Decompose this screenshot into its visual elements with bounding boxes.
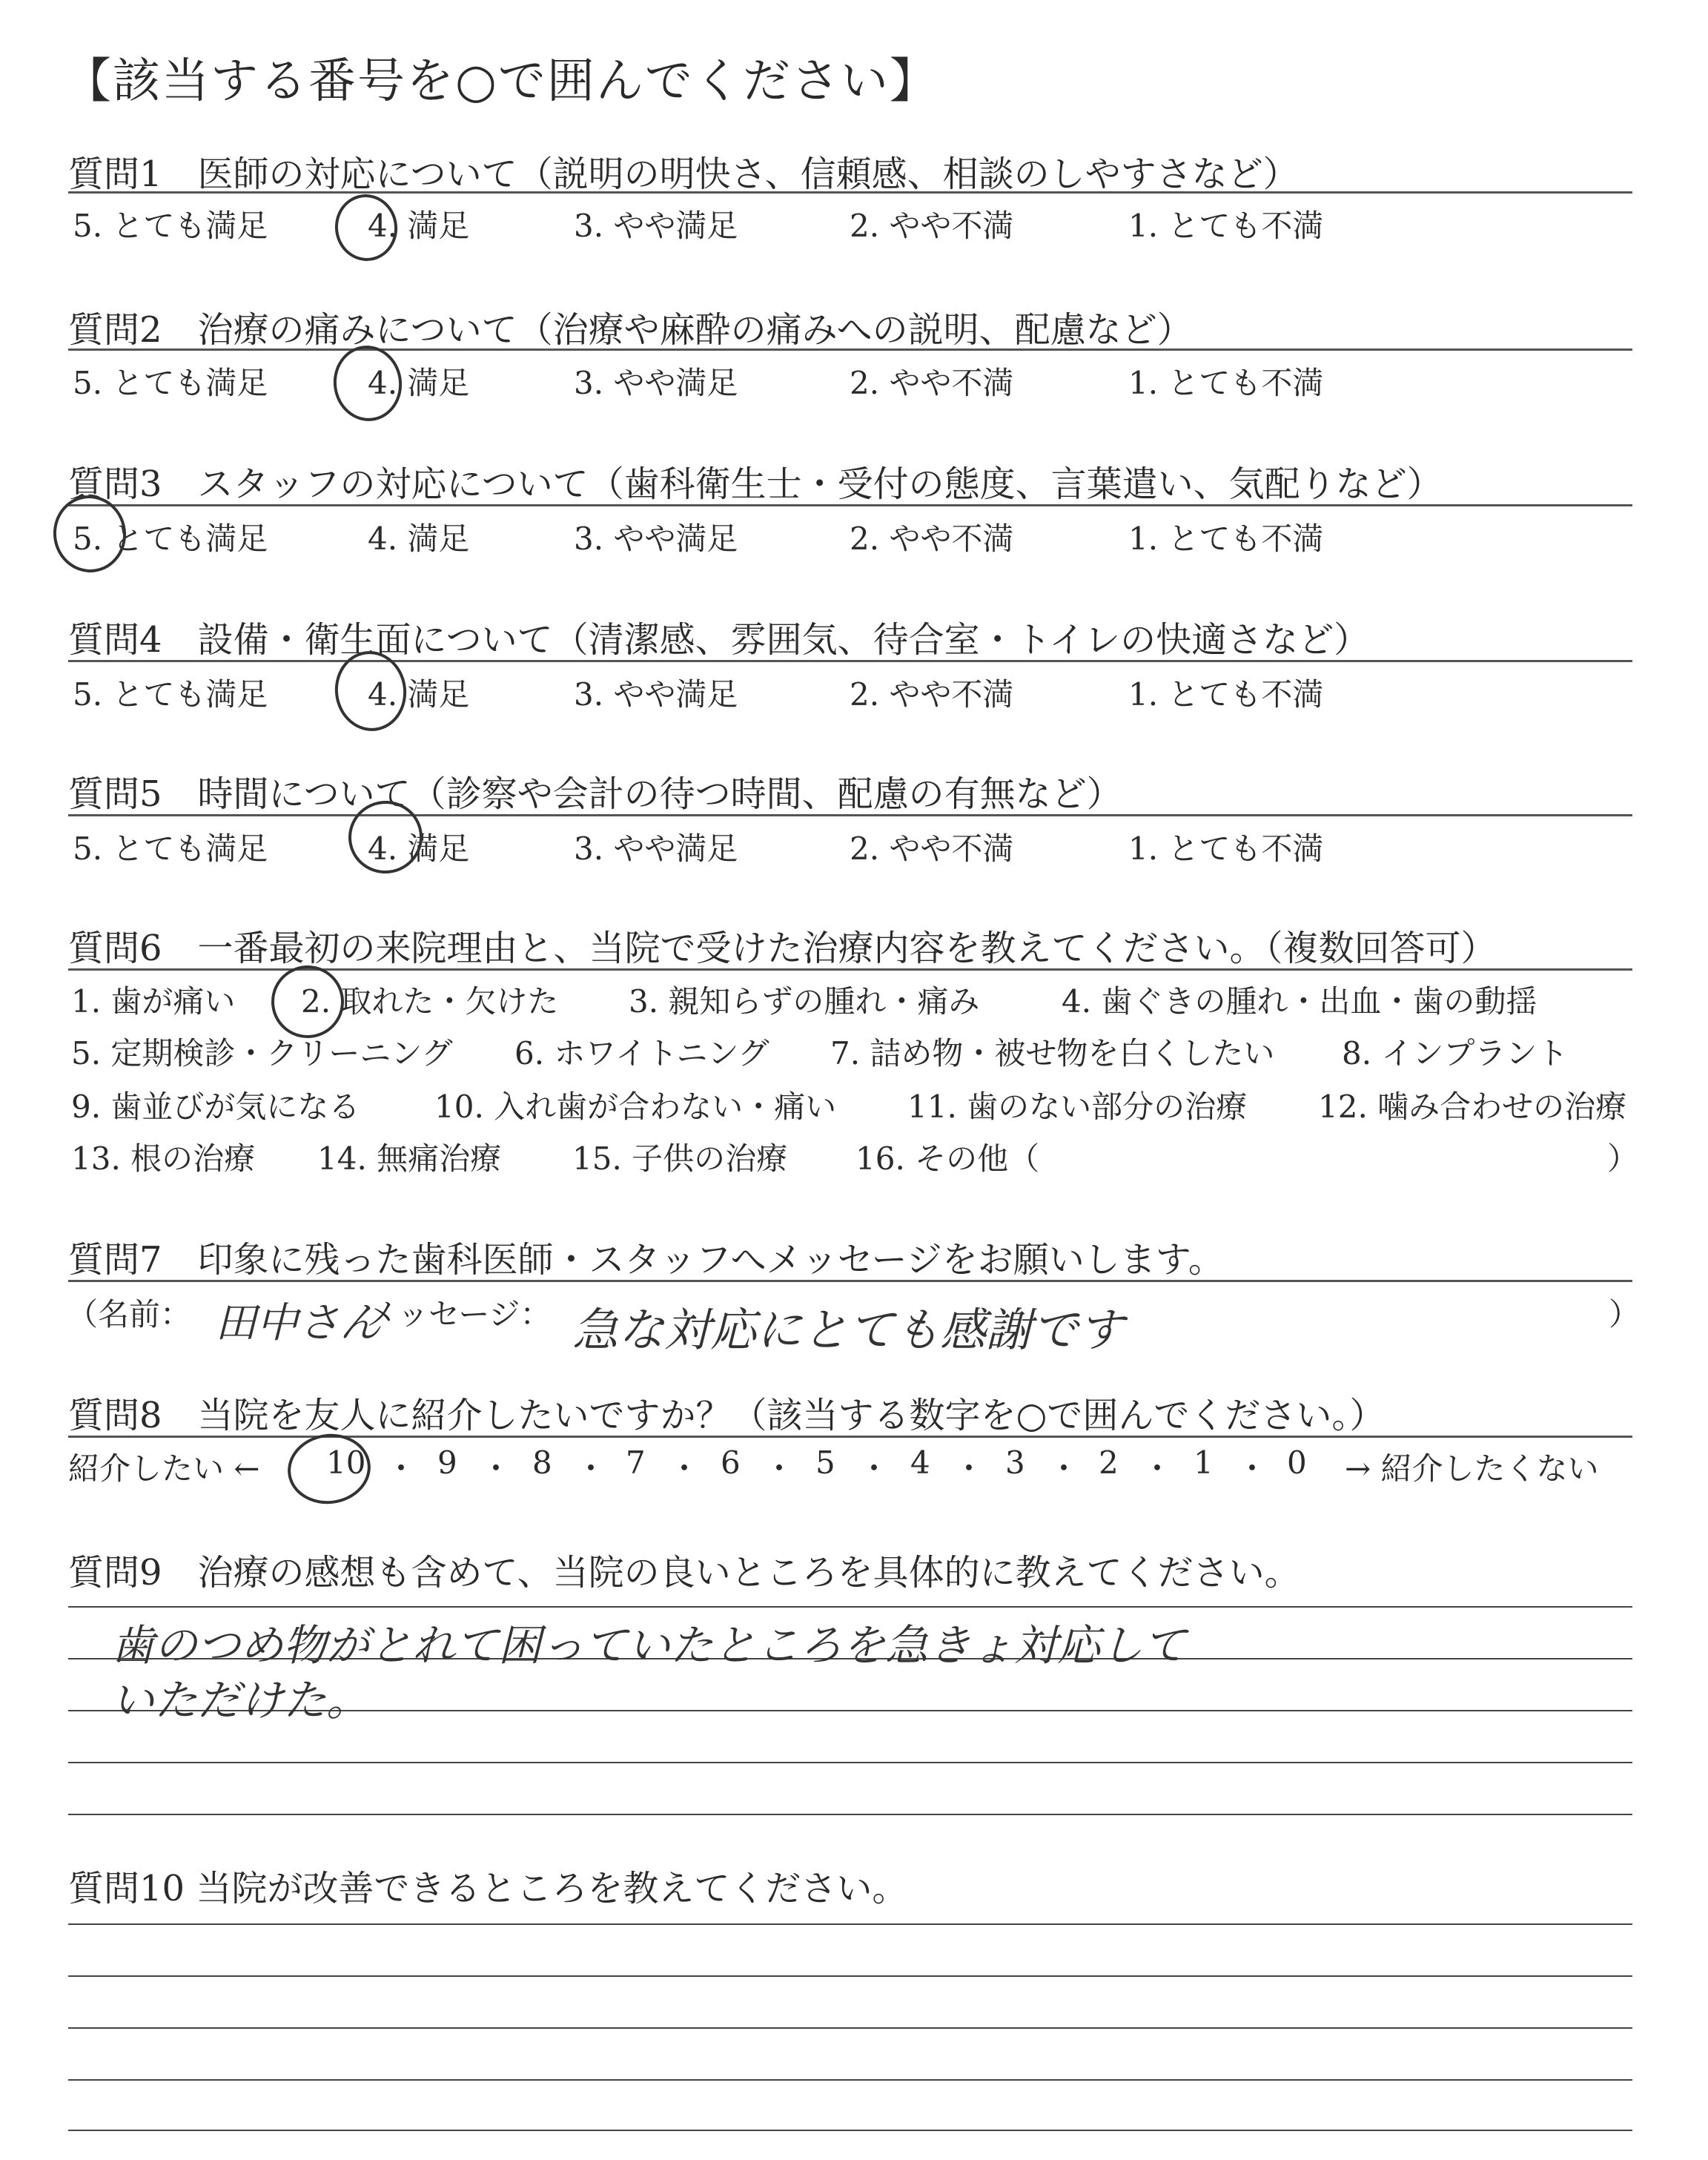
q6-option-13[interactable]: 13. 根の治療 bbox=[71, 1140, 256, 1177]
q8-scale-2[interactable]: 2 bbox=[1099, 1444, 1119, 1481]
q6-option-7[interactable]: 7. 詰め物・被せ物を白くしたい bbox=[830, 1035, 1275, 1071]
q4-options bbox=[68, 670, 1640, 712]
q1-title: 質問1 医師の対応について（説明の明快さ、信頼感、相談のしやすさなど） bbox=[68, 153, 1299, 195]
q1-option-1[interactable]: 1. とても不満 bbox=[1128, 208, 1324, 244]
q3-option-4[interactable]: 4. 満足 bbox=[368, 521, 470, 557]
q8-title: 質問8 当院を友人に紹介したいですか？（該当する数字を○で囲んでください。） bbox=[68, 1395, 1386, 1436]
q8-left-label: 紹介したい ← bbox=[68, 1450, 260, 1487]
q5-option-4[interactable]: 4. 満足 bbox=[368, 830, 470, 867]
q8-scale-1[interactable]: 1 bbox=[1194, 1444, 1214, 1481]
q2-option-5[interactable]: 5. とても満足 bbox=[73, 365, 268, 401]
q10-answer-line[interactable] bbox=[68, 2130, 1632, 2131]
q8-scale-3[interactable]: 3 bbox=[1005, 1444, 1025, 1481]
q8-scale-0[interactable]: 0 bbox=[1287, 1444, 1307, 1481]
q7-rule bbox=[68, 1280, 1632, 1282]
q8-sep: ・ bbox=[1048, 1450, 1080, 1487]
q8-scale-10[interactable]: 10 bbox=[326, 1444, 366, 1481]
q8-rule bbox=[68, 1436, 1632, 1438]
q6-other-close-paren: ） bbox=[1607, 1140, 1639, 1177]
q4-option-5[interactable]: 5. とても満足 bbox=[73, 676, 268, 713]
q3-rule bbox=[68, 504, 1632, 506]
q8-sep: ・ bbox=[1237, 1450, 1268, 1487]
q8-sep: ・ bbox=[1142, 1450, 1174, 1487]
q6-option-16[interactable]: 16. その他（ bbox=[855, 1140, 1040, 1177]
q1-options bbox=[68, 202, 1640, 243]
q6-option-14[interactable]: 14. 無痛治療 bbox=[317, 1140, 502, 1177]
q8-sep: ・ bbox=[669, 1450, 701, 1487]
q9-title: 質問9 治療の感想も含めて、当院の良いところを具体的に教えてください。 bbox=[68, 1552, 1300, 1593]
q8-sep: ・ bbox=[480, 1450, 512, 1487]
q1-option-5[interactable]: 5. とても満足 bbox=[73, 208, 268, 244]
q8-scale-6[interactable]: 6 bbox=[721, 1444, 741, 1481]
q3-option-1[interactable]: 1. とても不満 bbox=[1128, 521, 1324, 557]
q9-answer-line bbox=[68, 1762, 1632, 1763]
q6-option-4[interactable]: 4. 歯ぐきの腫れ・出血・歯の動揺 bbox=[1062, 983, 1537, 1020]
q6-row-4 bbox=[68, 1135, 1655, 1176]
q6-option-11[interactable]: 11. 歯のない部分の治療 bbox=[907, 1089, 1248, 1125]
q10-answer-line[interactable] bbox=[68, 2079, 1632, 2081]
q5-option-1[interactable]: 1. とても不満 bbox=[1128, 830, 1324, 867]
q9-answer-line bbox=[68, 1606, 1632, 1608]
q8-sep: ・ bbox=[385, 1450, 417, 1487]
q9-answer-text-1[interactable]: 歯のつめ物がとれて困っていたところを急きょ対応して bbox=[111, 1620, 1187, 1671]
q1-option-4[interactable]: 4. 満足 bbox=[368, 208, 470, 244]
q5-option-3[interactable]: 3. やや満足 bbox=[574, 830, 738, 867]
q4-option-4[interactable]: 4. 満足 bbox=[368, 676, 470, 713]
q9-answer-text-2[interactable]: いただけた。 bbox=[111, 1675, 370, 1725]
q6-option-15[interactable]: 15. 子供の治療 bbox=[572, 1140, 788, 1177]
q1-rule bbox=[68, 191, 1632, 194]
q4-option-2[interactable]: 2. やや不満 bbox=[850, 676, 1014, 713]
q10-answer-line[interactable] bbox=[68, 1923, 1632, 1925]
q2-selection-circle bbox=[328, 341, 406, 426]
q2-option-1[interactable]: 1. とても不満 bbox=[1128, 365, 1324, 401]
q2-option-3[interactable]: 3. やや満足 bbox=[574, 365, 738, 401]
q8-scale-9[interactable]: 9 bbox=[437, 1444, 457, 1481]
q4-option-3[interactable]: 3. やや満足 bbox=[574, 676, 738, 713]
q6-row-3 bbox=[68, 1083, 1655, 1124]
q8-right-label: → 紹介したくない bbox=[1345, 1450, 1599, 1487]
q4-title: 質問4 設備・衛生面について（清潔感、雰囲気、待合室・トイレの快適さなど） bbox=[68, 619, 1370, 661]
q8-scale-7[interactable]: 7 bbox=[626, 1444, 646, 1481]
q10-title: 質問10 当院が改善できるところを教えてください。 bbox=[68, 1868, 908, 1909]
q8-sep: ・ bbox=[575, 1450, 607, 1487]
q6-option-9[interactable]: 9. 歯並びが気になる bbox=[71, 1089, 360, 1125]
q7-message-value[interactable]: 急な対応にとても感謝です bbox=[572, 1303, 1125, 1357]
q7-title: 質問7 印象に残った歯科医師・スタッフへメッセージをお願いします。 bbox=[68, 1239, 1224, 1281]
q9-answer-line bbox=[68, 1814, 1632, 1815]
q3-title: 質問3 スタッフの対応について（歯科衛生士・受付の態度、言葉遣い、気配りなど） bbox=[68, 463, 1443, 505]
q7-close-paren: ） bbox=[1609, 1296, 1641, 1332]
q5-options bbox=[68, 825, 1640, 866]
q6-option-12[interactable]: 12. 噛み合わせの治療 bbox=[1318, 1089, 1627, 1125]
q8-scale-5[interactable]: 5 bbox=[815, 1444, 835, 1481]
q1-option-3[interactable]: 3. やや満足 bbox=[574, 208, 738, 244]
q7-message-label: メッセージ： bbox=[366, 1296, 552, 1332]
q8-sep: ・ bbox=[953, 1450, 985, 1487]
q2-title: 質問2 治療の痛みについて（治療や麻酔の痛みへの説明、配慮など） bbox=[68, 309, 1193, 351]
q6-title: 質問6 一番最初の来院理由と、当院で受けた治療内容を教えてください。（複数回答可） bbox=[68, 928, 1497, 969]
q7-name-label: （名前： bbox=[67, 1296, 192, 1332]
form-header: 【該当する番号を○で囲んでください】 bbox=[64, 54, 939, 109]
q3-option-2[interactable]: 2. やや不満 bbox=[850, 521, 1014, 557]
q5-title: 質問5 時間について（診察や会計の待つ時間、配慮の有無など） bbox=[68, 773, 1122, 815]
q6-option-3[interactable]: 3. 親知らずの腫れ・痛み bbox=[629, 983, 980, 1020]
q6-option-2[interactable]: 2. 取れた・欠けた bbox=[301, 983, 559, 1020]
q3-options bbox=[68, 515, 1640, 556]
q8-scale-4[interactable]: 4 bbox=[910, 1444, 930, 1481]
q8-sep: ・ bbox=[764, 1450, 795, 1487]
q2-option-4[interactable]: 4. 満足 bbox=[368, 365, 470, 401]
q5-option-5[interactable]: 5. とても満足 bbox=[73, 830, 268, 867]
q3-option-5[interactable]: 5. とても満足 bbox=[73, 521, 268, 557]
q6-option-10[interactable]: 10. 入れ歯が合わない・痛い bbox=[434, 1089, 837, 1125]
q4-rule bbox=[68, 660, 1632, 662]
q2-options bbox=[68, 359, 1640, 400]
q1-option-2[interactable]: 2. やや不満 bbox=[850, 208, 1014, 244]
q2-option-2[interactable]: 2. やや不満 bbox=[850, 365, 1014, 401]
q6-option-8[interactable]: 8. インプラント bbox=[1342, 1035, 1569, 1071]
q10-answer-line[interactable] bbox=[68, 1975, 1632, 1977]
q6-option-6[interactable]: 6. ホワイトニング bbox=[514, 1035, 769, 1071]
q10-answer-line[interactable] bbox=[68, 2027, 1632, 2029]
q2-rule bbox=[68, 349, 1632, 351]
q8-scale-8[interactable]: 8 bbox=[532, 1444, 552, 1481]
q4-option-1[interactable]: 1. とても不満 bbox=[1128, 676, 1324, 713]
q5-rule bbox=[68, 814, 1632, 816]
q5-option-2[interactable]: 2. やや不満 bbox=[850, 830, 1014, 867]
q6-option-1[interactable]: 1. 歯が痛い bbox=[71, 983, 236, 1020]
q8-sep: ・ bbox=[858, 1450, 890, 1487]
q3-option-3[interactable]: 3. やや満足 bbox=[574, 521, 738, 557]
q6-option-5[interactable]: 5. 定期検診・クリーニング bbox=[71, 1035, 453, 1071]
q8-selection-circle bbox=[283, 1429, 375, 1510]
q7-name-value[interactable]: 田中さん bbox=[215, 1299, 381, 1347]
